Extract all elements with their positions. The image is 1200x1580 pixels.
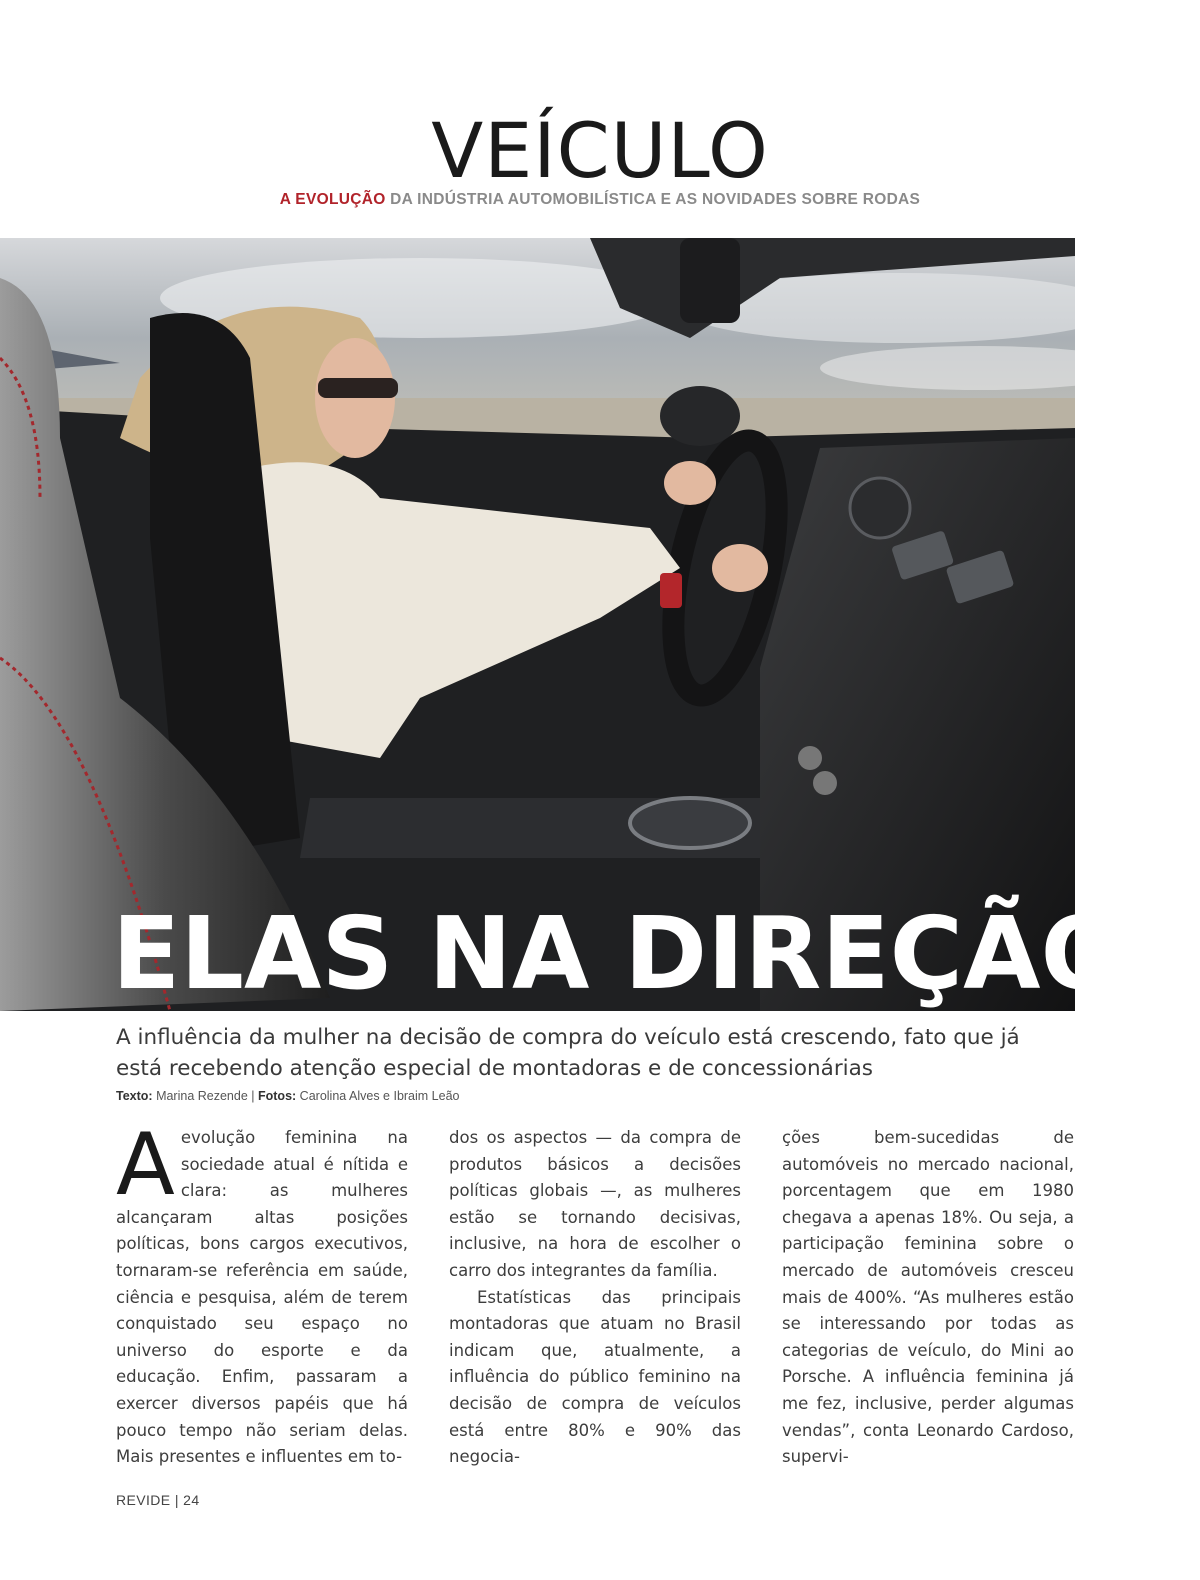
credits-text-author: Marina Rezende (156, 1089, 248, 1103)
article-paragraph: dos os aspectos — da compra de produtos básicos a decisões políticas globais —, as mulheres estão se tornando decisivas, inclusive, na hora de escolher o carro dos integrantes da família. (449, 1128, 741, 1280)
dropcap: A (116, 1115, 175, 1215)
section-subtitle-rest: DA INDÚSTRIA AUTOMOBILÍSTICA E AS NOVIDADES SOBRE RODAS (390, 191, 921, 208)
section-subtitle (0, 190, 1200, 210)
section-title: VEÍCULO (431, 106, 769, 195)
article-paragraph: Estatísticas das principais montadoras que atuam no Brasil indicam que, atualmente, a influência do público feminino na decisão de compra de veículos está entre 80% e 90% das negocia- (449, 1287, 741, 1467)
page-number: 24 (183, 1492, 200, 1508)
article-column-2 (449, 1125, 741, 1471)
article-deck: A influência da mulher na decisão de compra do veículo está crescendo, fato que já está recebendo atenção especial de montadoras e de concessionárias (116, 1025, 1020, 1081)
credits (116, 1088, 1016, 1104)
article-paragraph: evolução feminina na sociedade atual é nítida e clara: as mulheres alcançaram altas posições políticas, bons cargos executivos, tornaram-se referência em saúde, ciência e pesquisa, além de terem conquistado seu espaço no universo do esporte e da educação. Enfim, passaram a exercer diversos papéis que há pouco tempo não seriam delas. Mais presentes e influentes em to- (116, 1128, 408, 1467)
credits-separator: | (251, 1089, 255, 1103)
credits-text-label: Texto: (116, 1089, 153, 1103)
article-column-1 (116, 1115, 408, 1471)
page-folio (116, 1492, 200, 1508)
credits-photo-authors: Carolina Alves e Ibraim Leão (299, 1089, 460, 1103)
folio-separator: | (174, 1492, 179, 1508)
headline: ELAS NA DIREÇÃO (112, 895, 1126, 1012)
section-subtitle-accent: A EVOLUÇÃO (279, 191, 386, 208)
credits-photo-label: Fotos: (258, 1089, 297, 1103)
article-column-3 (782, 1125, 1074, 1471)
magazine-name: REVIDE (116, 1492, 171, 1508)
article-paragraph: ções bem-sucedidas de automóveis no mercado nacional, porcentagem que em 1980 chegava a apenas 18%. Ou seja, a participação feminina sobre o mercado de automóveis cresceu mais de 400%. “As mulheres estão se interessando por todas as categorias de veículo, do Mini ao Porsche. A influência feminina já me fez, inclusive, perder algumas vendas”, conta Leonardo Cardoso, supervi- (782, 1128, 1074, 1467)
